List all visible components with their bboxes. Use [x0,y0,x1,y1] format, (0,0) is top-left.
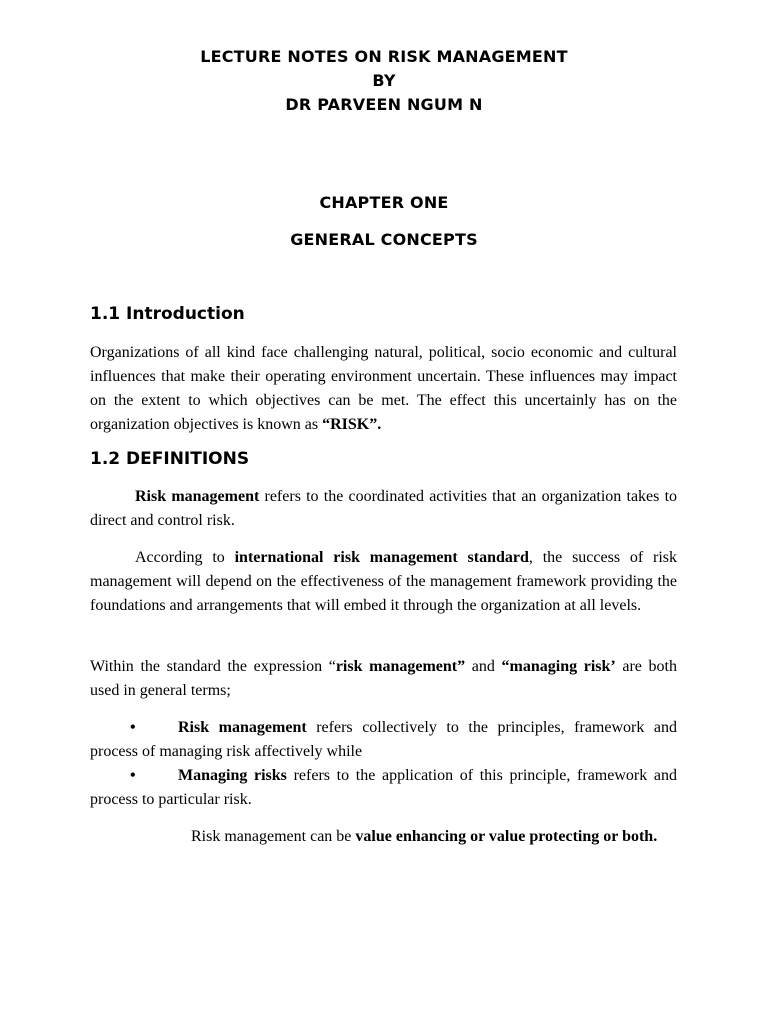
bullet-dot: • [130,767,136,784]
chapter-title: GENERAL CONCEPTS [290,230,478,249]
definition-paragraph-3-and: and [465,658,502,675]
bullet-term: Managing risks [178,767,287,784]
definition-paragraph-3 [90,655,677,703]
closing-paragraph-text: Risk management can be [191,828,356,845]
bullet-item [90,716,677,764]
introduction-text: Organizations of all kind face challenging natural, political, socio economic and cultural influences that make their operating environment uncertain. These influences may impact on the extent to which objectives can be met. The effect this uncertainly has on the organization objectives is known as [90,344,677,433]
bullet-text: refers collectively to the principles, framework and process of managing risk affectively while [90,719,678,760]
term-international-standard: international risk management standard [234,549,529,566]
definition-paragraph-3-lead: Within the standard the expression “ [90,658,336,675]
definition-paragraph-3-text: are both used in general terms; [90,658,677,699]
document-title: LECTURE NOTES ON RISK MANAGEMENT [200,47,568,66]
document-author: DR PARVEEN NGUM N [285,95,483,114]
term-managing-risk-quoted: “managing risk’ [501,658,616,675]
risk-term: “RISK”. [322,416,382,433]
chapter-number: CHAPTER ONE [319,193,449,212]
definition-paragraph-2 [90,546,677,618]
definition-paragraph-2-lead: According to [135,549,235,566]
document-byline: BY [372,71,396,90]
term-risk-management: Risk management [135,488,260,505]
term-risk-management-quoted: risk management” [335,658,466,675]
section-heading-definitions: 1.2 DEFINITIONS [90,449,250,469]
closing-paragraph [108,825,677,849]
bullet-dot: • [130,719,136,736]
definition-paragraph-1 [90,485,677,533]
value-statement: value enhancing or value protecting or both. [355,828,658,845]
introduction-paragraph [90,341,677,437]
definition-paragraph-2-text: , the success of risk management will depend on the effectiveness of the management framework providing the foundations and arrangements that will embed it through the organization at all levels. [90,549,678,614]
section-heading-introduction: 1.1 Introduction [90,304,245,324]
bullet-text: refers to the application of this principle, framework and process to particular risk. [90,767,678,808]
bullet-term: Risk management [178,719,307,736]
bullet-item [90,764,677,812]
definition-paragraph-1-text: refers to the coordinated activities that an organization takes to direct and control risk. [90,488,678,529]
